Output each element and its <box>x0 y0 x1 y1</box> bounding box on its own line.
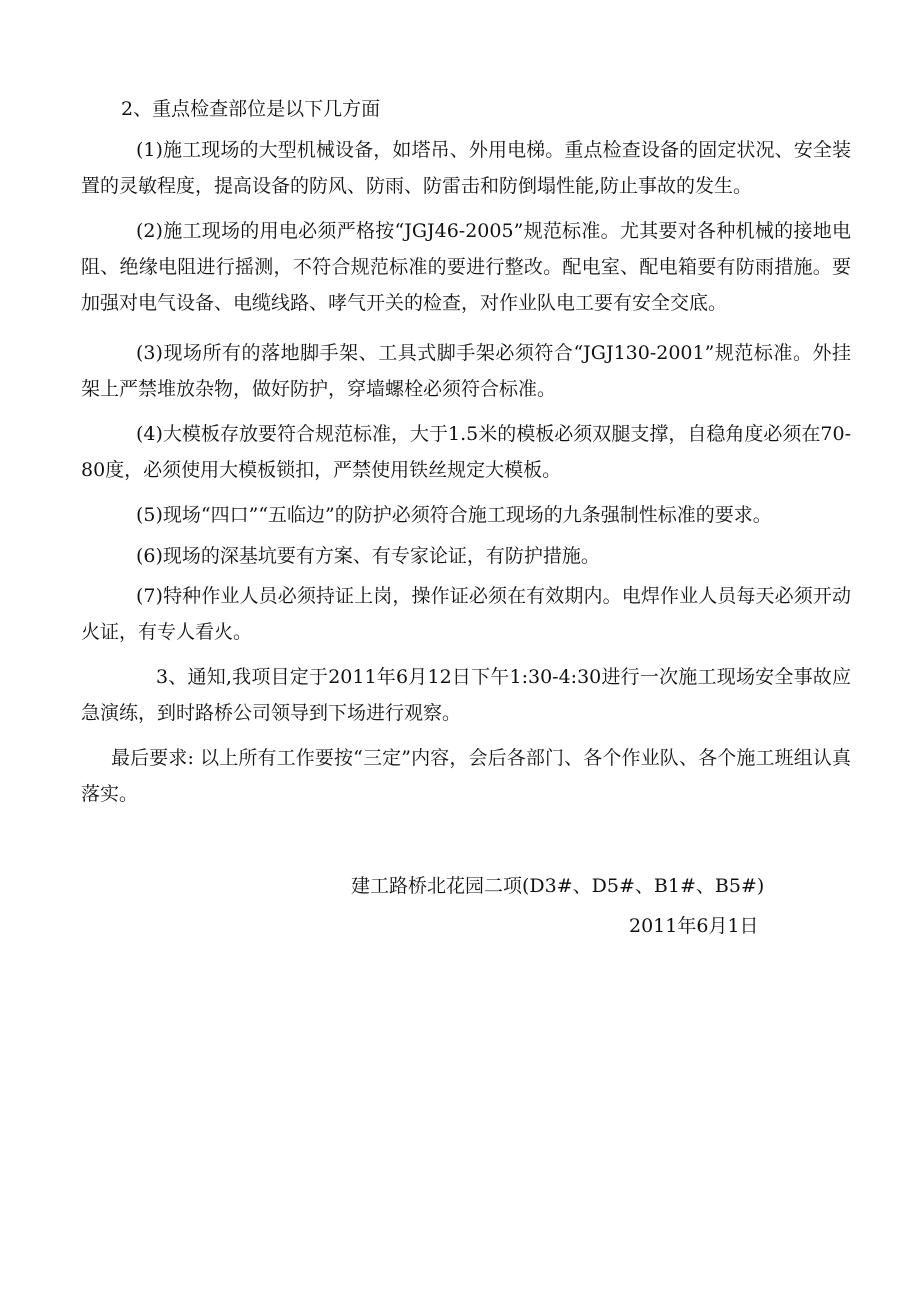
inspection-item-1: (1)施工现场的大型机械设备，如塔吊、外用电梯。重点检查设备的固定状况、安全装置的灵敏程度，提高设备的防风、防雨、防雷击和防倒塌性能,防止事故的发生。 <box>81 139 851 197</box>
inspection-item-6: (6)现场的深基坑要有方案、有专家论证，有防护措施。 <box>136 545 600 567</box>
signature-organization: 建工路桥北花园二项(D3#、D5#、B1#、B5#) <box>351 875 765 897</box>
drill-notice: 3、通知,我项目定于2011年6月12日下午1:30-4:30进行一次施工现场安全事故应急演练，到时路桥公司领导到下场进行观察。 <box>81 666 851 724</box>
final-requirement: 最后要求: 以上所有工作要按“三定”内容，会后各部门、各个作业队、各个施工班组认真落实。 <box>81 747 851 805</box>
section-heading-2: 2、重点检查部位是以下几方面 <box>121 98 381 120</box>
inspection-item-4: (4)大模板存放要符合规范标准，大于1.5米的模板必须双腿支撑，自稳角度必须在70-80度，必须使用大模板锁扣，严禁使用铁丝规定大模板。 <box>81 423 851 481</box>
signature-date: 2011年6月1日 <box>629 915 759 937</box>
inspection-item-2: (2)施工现场的用电必须严格按“JGJ46-2005”规范标准。尤其要对各种机械的接地电阻、绝缘电阻进行摇测，不符合规范标准的要进行整改。配电室、配电箱要有防雨措施。要加强对电气设备、电缆线路、哮气开关的检查，对作业队电工要有安全交底。 <box>81 220 851 314</box>
inspection-item-7: (7)特种作业人员必须持证上岗，操作证必须在有效期内。电焊作业人员每天必须开动火证，有专人看火。 <box>81 585 851 643</box>
inspection-item-3: (3)现场所有的落地脚手架、工具式脚手架必须符合“JGJ130-2001”规范标准。外挂架上严禁堆放杂物，做好防护，穿墙螺栓必须符合标准。 <box>81 342 851 400</box>
inspection-item-5: (5)现场“四口”“五临边”的防护必须符合施工现场的九条强制性标准的要求。 <box>136 504 772 526</box>
